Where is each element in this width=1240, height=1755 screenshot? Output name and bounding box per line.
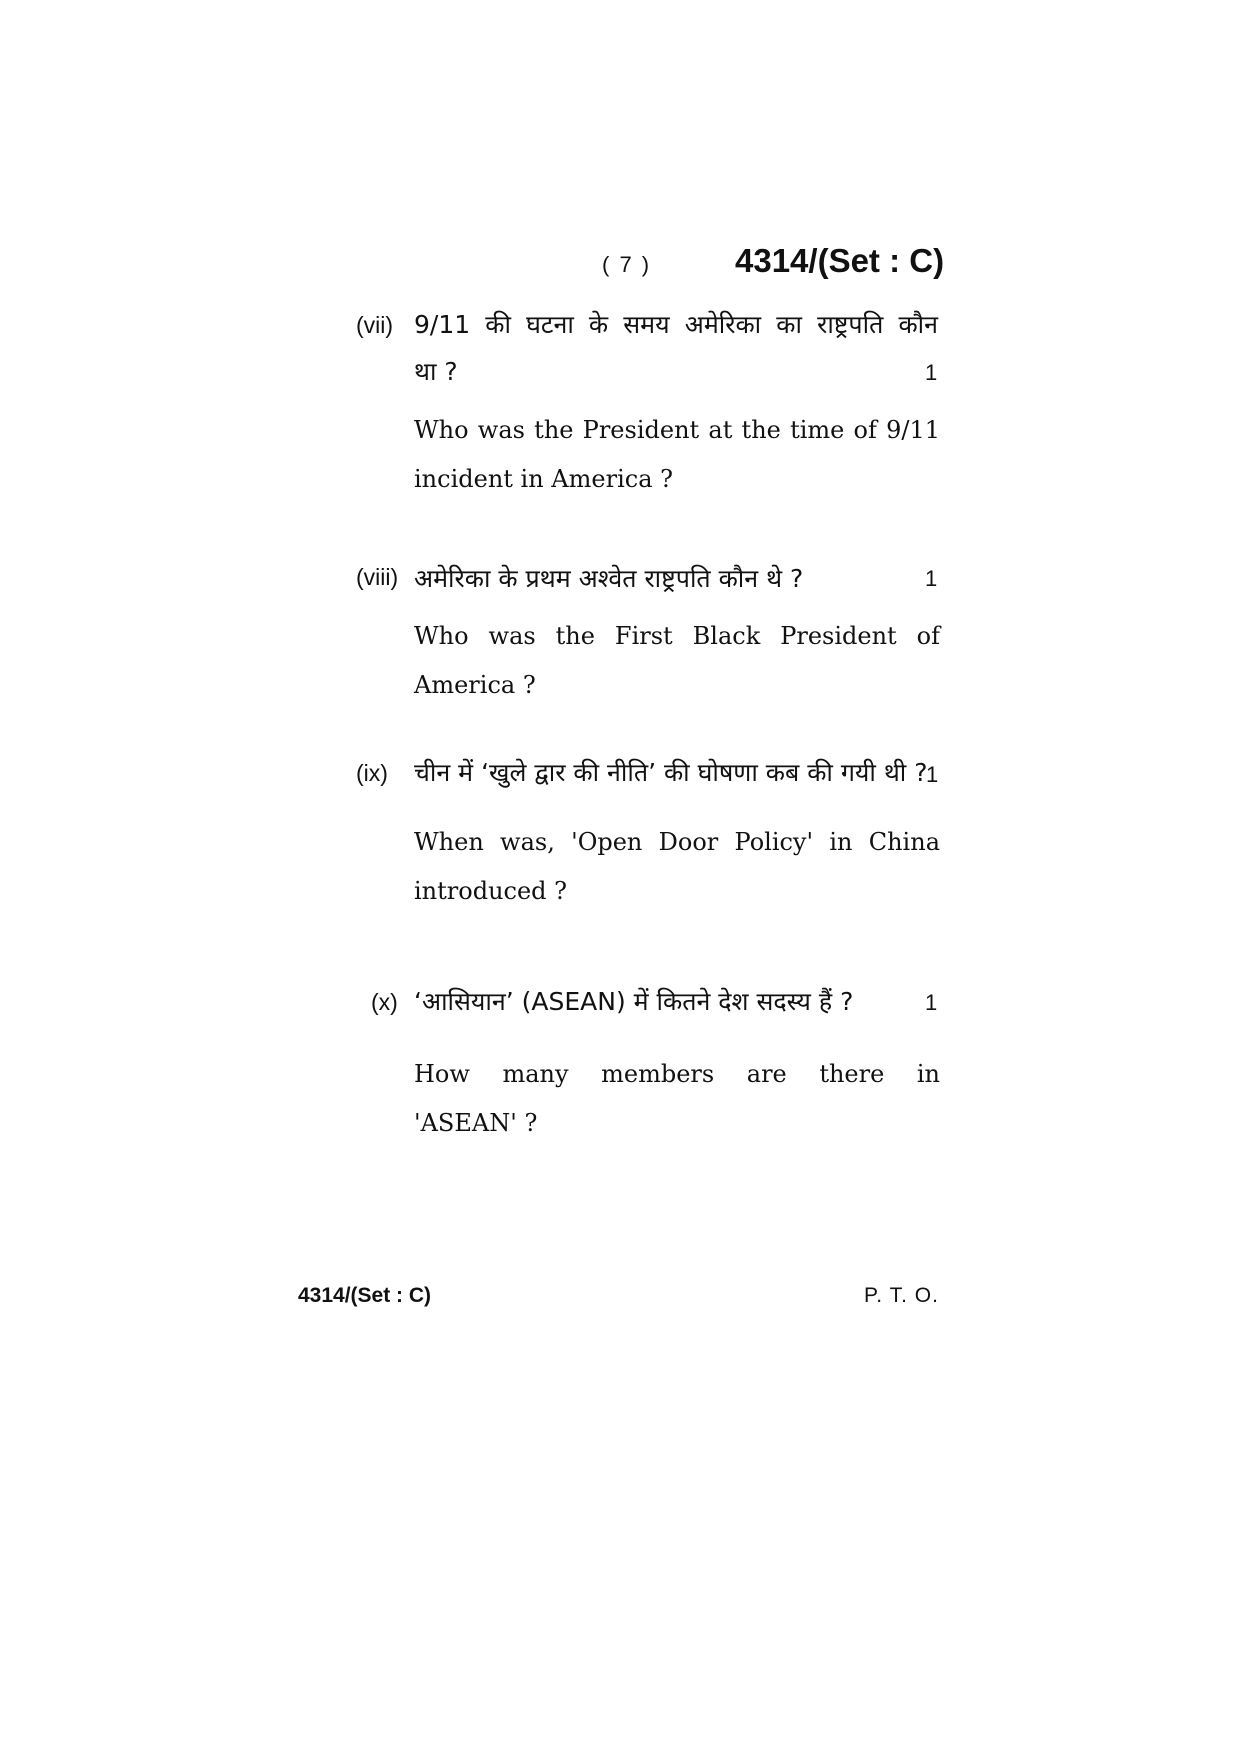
question-number: (viii) — [356, 564, 399, 590]
question-hindi-text: चीन में ‘खुले द्वार की नीति’ की घोषणा कब की गयी थी ? — [414, 758, 928, 787]
question-number: (ix) — [356, 760, 388, 786]
question-english-text: When was, 'Open Door Policy' in China — [414, 828, 940, 856]
page-number: ( 7 ) — [602, 252, 652, 277]
question-english-text: Who was the First Black President of — [414, 622, 940, 650]
question-english-text: 'ASEAN' ? — [414, 1109, 538, 1137]
question-marks: 1 — [926, 762, 939, 787]
question-english-text: America ? — [414, 671, 536, 699]
please-turn-over: P. T. O. — [864, 1284, 939, 1307]
question-english-text: How many members are there in — [414, 1060, 940, 1088]
question-hindi-text: अमेरिका के प्रथम अश्वेत राष्ट्रपति कौन थे ? — [414, 564, 804, 593]
question-marks: 1 — [925, 990, 938, 1015]
paper-code-footer: 4314/(Set : C) — [298, 1284, 432, 1307]
question-hindi-text: था ? — [414, 357, 458, 386]
question-english-text: Who was the President at the time of 9/11 — [414, 416, 940, 444]
question-english-text: introduced ? — [414, 877, 568, 905]
question-number: (x) — [371, 989, 398, 1015]
question-hindi-text: ‘आसियान’ (ASEAN) में कितने देश सदस्य हैं ? — [414, 987, 854, 1016]
question-english-text: incident in America ? — [414, 465, 673, 493]
paper-code-header: 4314/(Set : C) — [735, 242, 945, 279]
question-hindi-text: 9/11 की घटना के समय अमेरिका का राष्ट्रपति कौन — [414, 310, 938, 339]
question-marks: 1 — [925, 360, 938, 385]
question-number: (vii) — [356, 312, 394, 338]
question-marks: 1 — [925, 566, 938, 591]
